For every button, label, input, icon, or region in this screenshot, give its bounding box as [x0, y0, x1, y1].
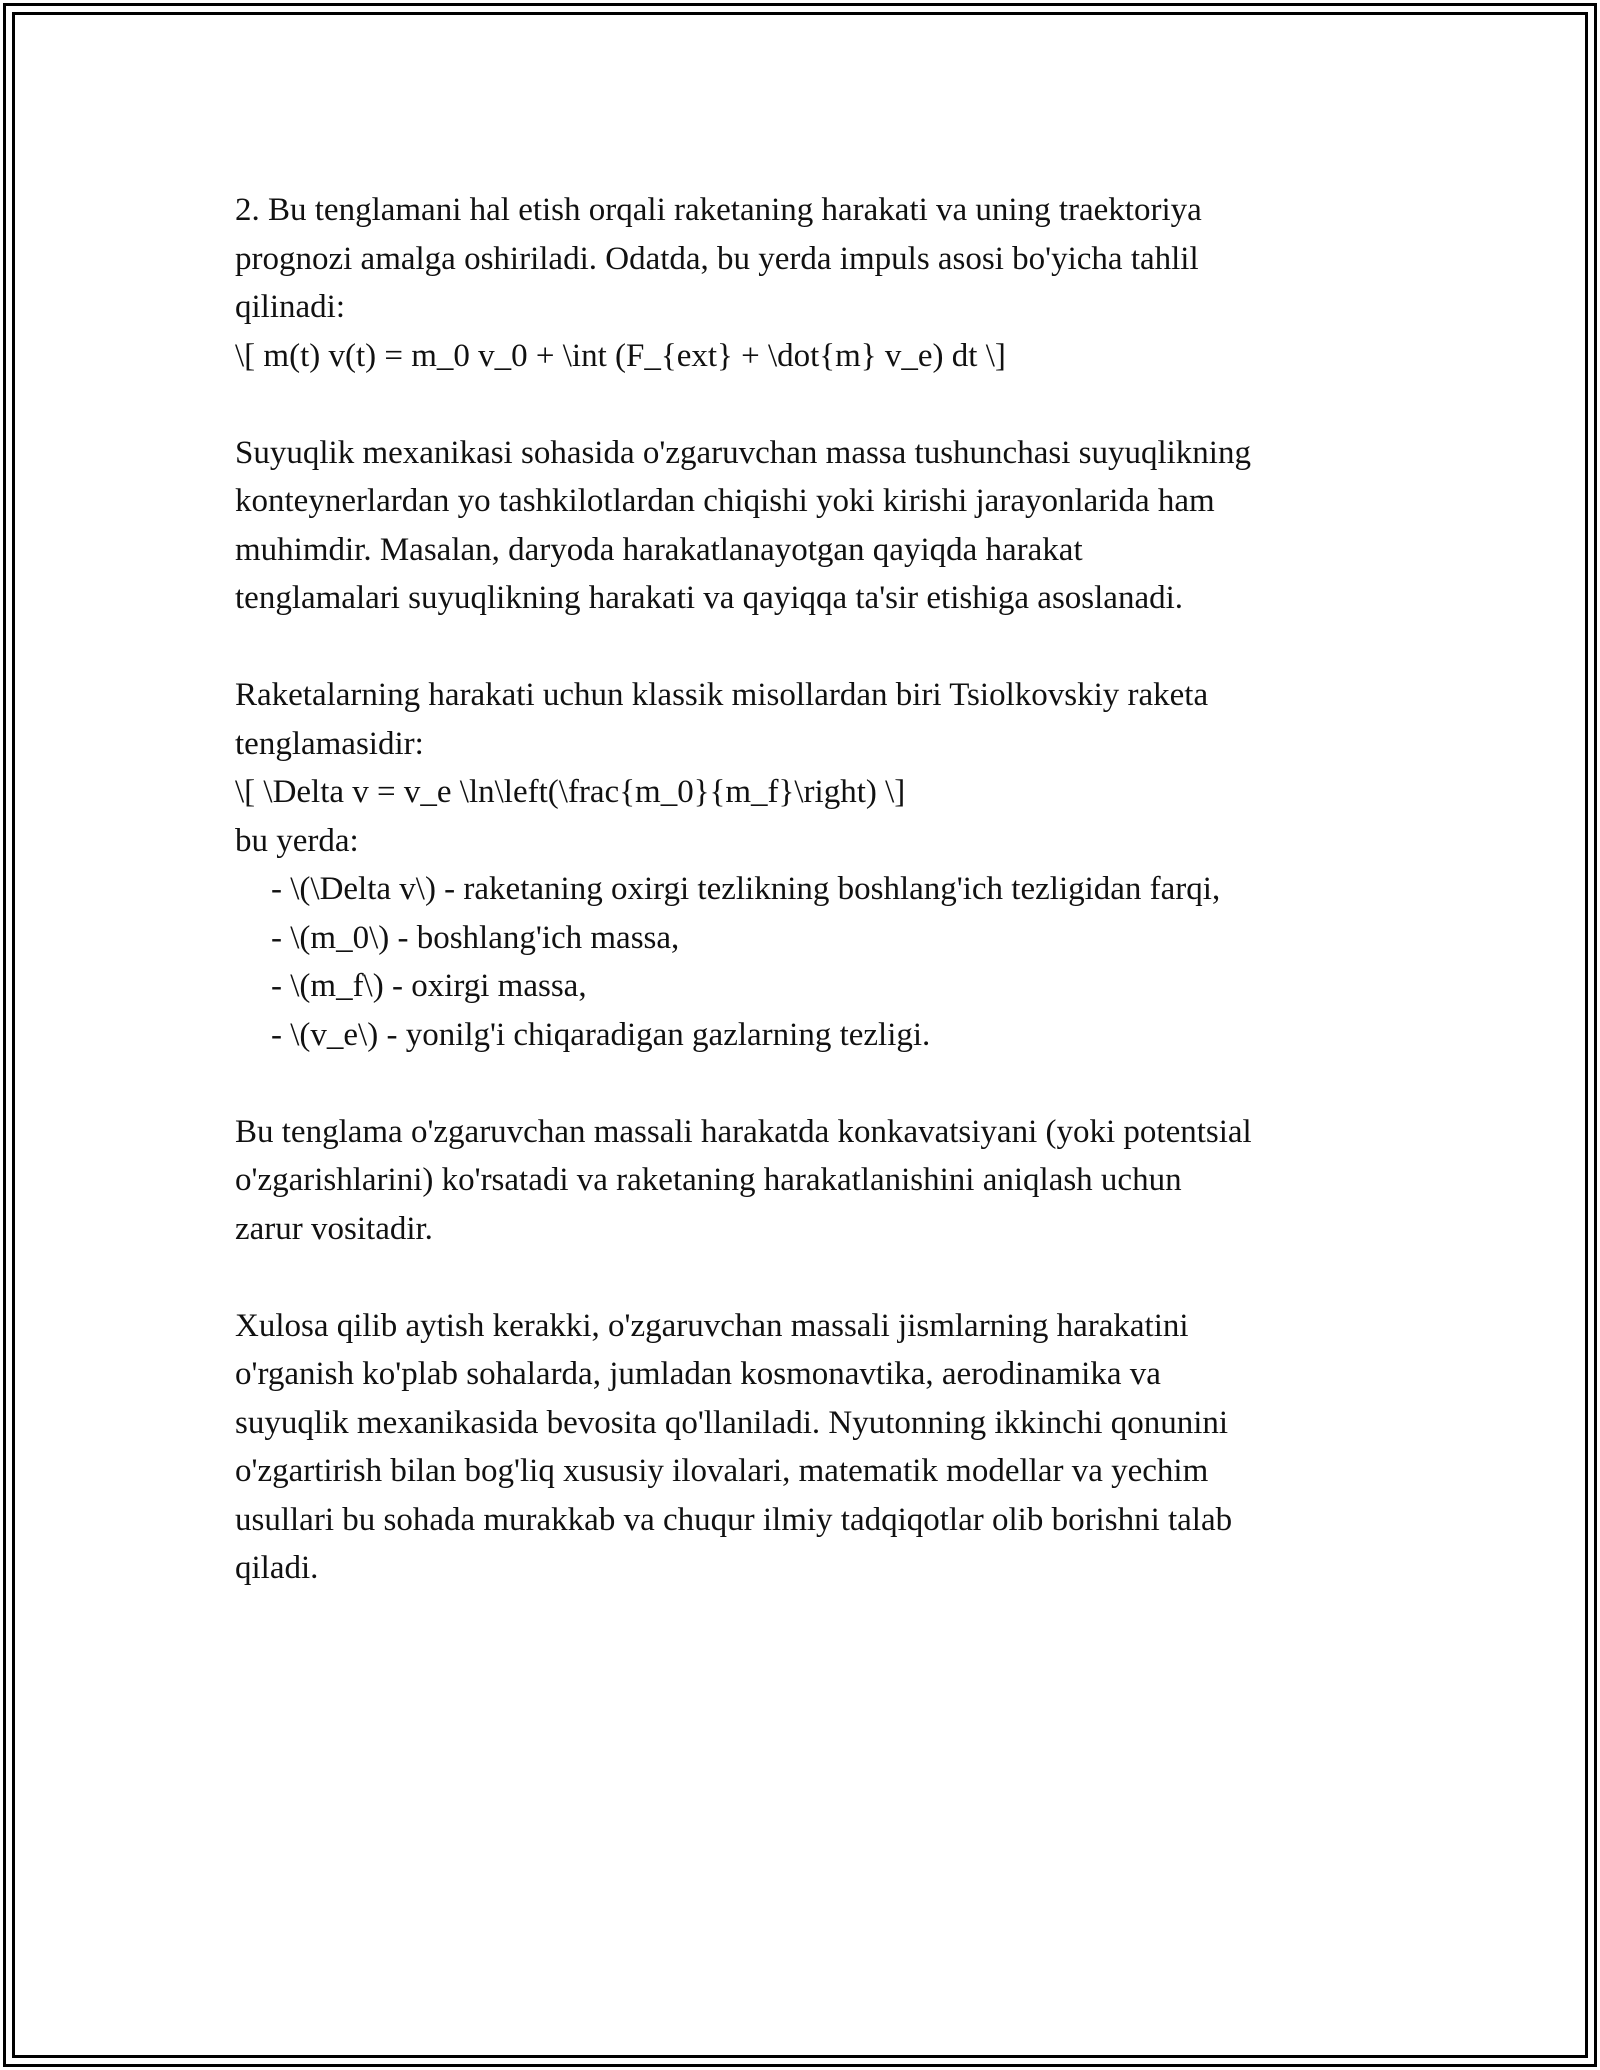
paragraph-tsiolkovsky: [235, 671, 1415, 1059]
paragraph-fluid-mechanics: [235, 429, 1415, 623]
text-line: Suyuqlik mexanikasi sohasida o'zgaruvchan massa tushunchasi suyuqlikning: [235, 434, 1251, 471]
paragraph-concavity: [235, 1108, 1415, 1254]
definition-list-item: - \(\Delta v\) - raketaning oxirgi tezlikning boshlang'ich tezligidan farqi,: [271, 871, 1221, 907]
text-line: o'zgartirish bilan bog'liq xususiy ilovalari, matematik modellar va yechim: [235, 1453, 1209, 1489]
text-line: Raketalarning harakati uchun klassik misollardan biri Tsiolkovskiy raketa: [235, 677, 1209, 713]
document-body: [235, 186, 1415, 1641]
paragraph-solution-step: [235, 186, 1415, 380]
text-line: zarur vositadir.: [235, 1210, 433, 1247]
definition-list-item: - \(m_0\) - boshlang'ich massa,: [271, 919, 680, 956]
text-line: tenglamasidir:: [235, 725, 424, 762]
momentum-equation: \[ m(t) v(t) = m_0 v_0 + \int (F_{ext} + \dot{m} v_e) dt \]: [235, 337, 1006, 374]
text-line: bu yerda:: [235, 822, 359, 859]
text-line: o'rganish ko'plab sohalarda, jumladan kosmonavtika, aerodinamika va: [235, 1356, 1161, 1392]
text-line: qiladi.: [235, 1550, 319, 1586]
definition-list-item: - \(m_f\) - oxirgi massa,: [271, 968, 587, 1004]
text-line: 2. Bu tenglamani hal etish orqali raketaning harakati va uning traektoriya: [235, 192, 1202, 228]
text-line: suyuqlik mexanikasida bevosita qo'llaniladi. Nyutonning ikkinchi qonunini: [235, 1404, 1229, 1441]
tsiolkovsky-equation: \[ \Delta v = v_e \ln\left(\frac{m_0}{m_f}\right) \]: [235, 774, 906, 810]
text-line: qilinadi:: [235, 289, 345, 325]
text-line: prognozi amalga oshiriladi. Odatda, bu yerda impuls asosi bo'yicha tahlil: [235, 240, 1199, 277]
text-line: Xulosa qilib aytish kerakki, o'zgaruvchan massali jismlarning harakatini: [235, 1307, 1189, 1344]
text-line: o'zgarishlarini) ko'rsatadi va raketaning harakatlanishini aniqlash uchun: [235, 1162, 1182, 1198]
text-line: usullari bu sohada murakkab va chuqur ilmiy tadqiqotlar olib borishni talab: [235, 1501, 1233, 1538]
text-line: Bu tenglama o'zgaruvchan massali harakatda konkavatsiyani (yoki potentsial: [235, 1113, 1252, 1150]
text-line: konteynerlardan yo tashkilotlardan chiqishi yoki kirishi jarayonlarida ham: [235, 483, 1215, 519]
text-line: muhimdir. Masalan, daryoda harakatlanayotgan qayiqda harakat: [235, 531, 1083, 568]
paragraph-conclusion: [235, 1302, 1415, 1593]
definition-list-item: - \(v_e\) - yonilg'i chiqaradigan gazlarning tezligi.: [271, 1016, 931, 1053]
text-line: tenglamalari suyuqlikning harakati va qayiqqa ta'sir etishiga asoslanadi.: [235, 580, 1184, 616]
